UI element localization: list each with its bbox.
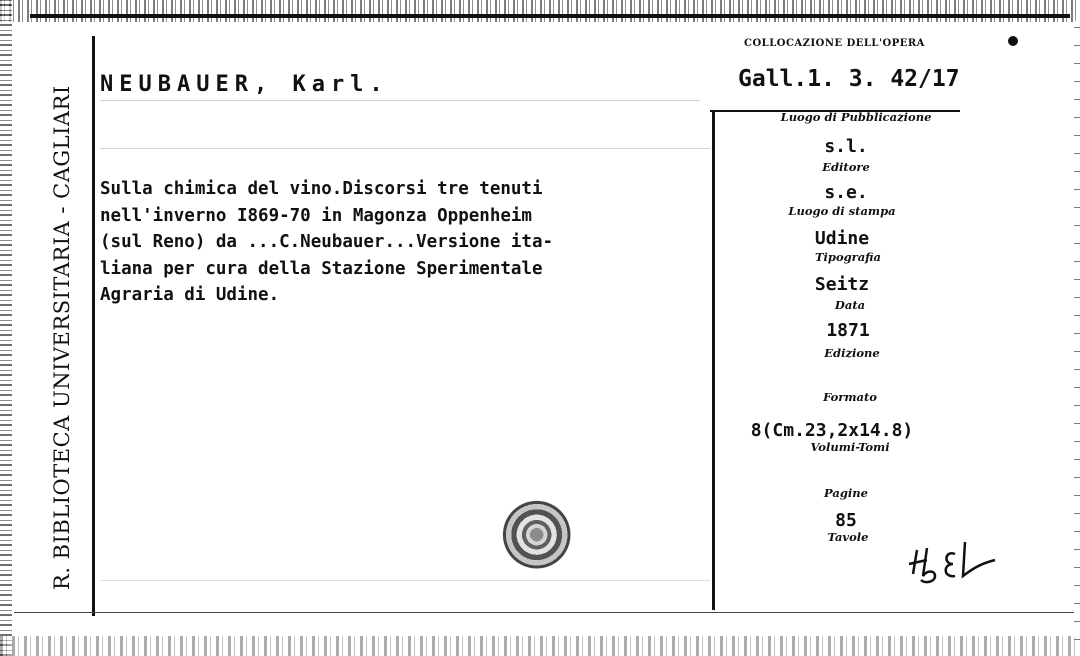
description-line: liana per cura della Stazione Sperimentale [100, 258, 543, 279]
card-left-edge [0, 0, 12, 656]
card-top-edge [0, 0, 1080, 22]
luogo-pubblicazione-value: s.l. [824, 136, 868, 157]
tipografia-label: Tipografia [814, 250, 882, 264]
guide-line [100, 148, 710, 149]
pagine-value: 85 [835, 510, 857, 531]
data-label: Data [834, 298, 866, 312]
guide-line [100, 580, 710, 581]
description-line: nell'inverno I869-70 in Magonza Oppenheim [100, 205, 532, 226]
bottom-rule [14, 612, 1074, 613]
library-label: R. BIBLIOTECA UNIVERSITARIA - CAGLIARI [50, 85, 74, 590]
description-line: Sulla chimica del vino.Discorsi tre tenuti [100, 179, 543, 199]
formato-value: 8(Cm.23,2x14.8) [750, 420, 914, 441]
ink-dot [1008, 36, 1018, 46]
volumi-label: Volumi-Tomi [810, 440, 890, 454]
card-right-edge [1074, 20, 1080, 640]
data-value: 1871 [826, 320, 870, 341]
tipografia-value: Seitz [814, 274, 870, 295]
description-line: Agraria di Udine. [100, 285, 280, 305]
handwritten-note [905, 530, 1005, 590]
collocazione-label: COLLOCAZIONE DELL'OPERA [744, 38, 925, 49]
library-stamp [498, 496, 584, 582]
luogo-pubblicazione-label: Luogo di Pubblicazione [780, 110, 932, 124]
luogo-stampa-value: Udine [814, 228, 870, 249]
luogo-stampa-label: Luogo di stampa [788, 204, 896, 218]
author-heading: NEUBAUER, Karl. [100, 72, 389, 97]
edizione-label: Edizione [824, 346, 880, 360]
tavole-label: Tavole [827, 530, 869, 544]
left-margin-rule [92, 36, 95, 616]
guide-line [100, 100, 700, 101]
description-line: (sul Reno) da ...C.Neubauer...Versione ita- [100, 232, 554, 252]
pagine-label: Pagine [824, 486, 868, 500]
card-top-rule [30, 14, 1070, 18]
card-bottom-edge [0, 636, 1080, 656]
editore-value: s.e. [824, 182, 868, 203]
formato-label: Formato [823, 390, 877, 404]
collocazione-value: Gall.1. 3. 42/17 [738, 66, 960, 92]
editore-label: Editore [822, 160, 870, 174]
title-description [100, 176, 720, 309]
